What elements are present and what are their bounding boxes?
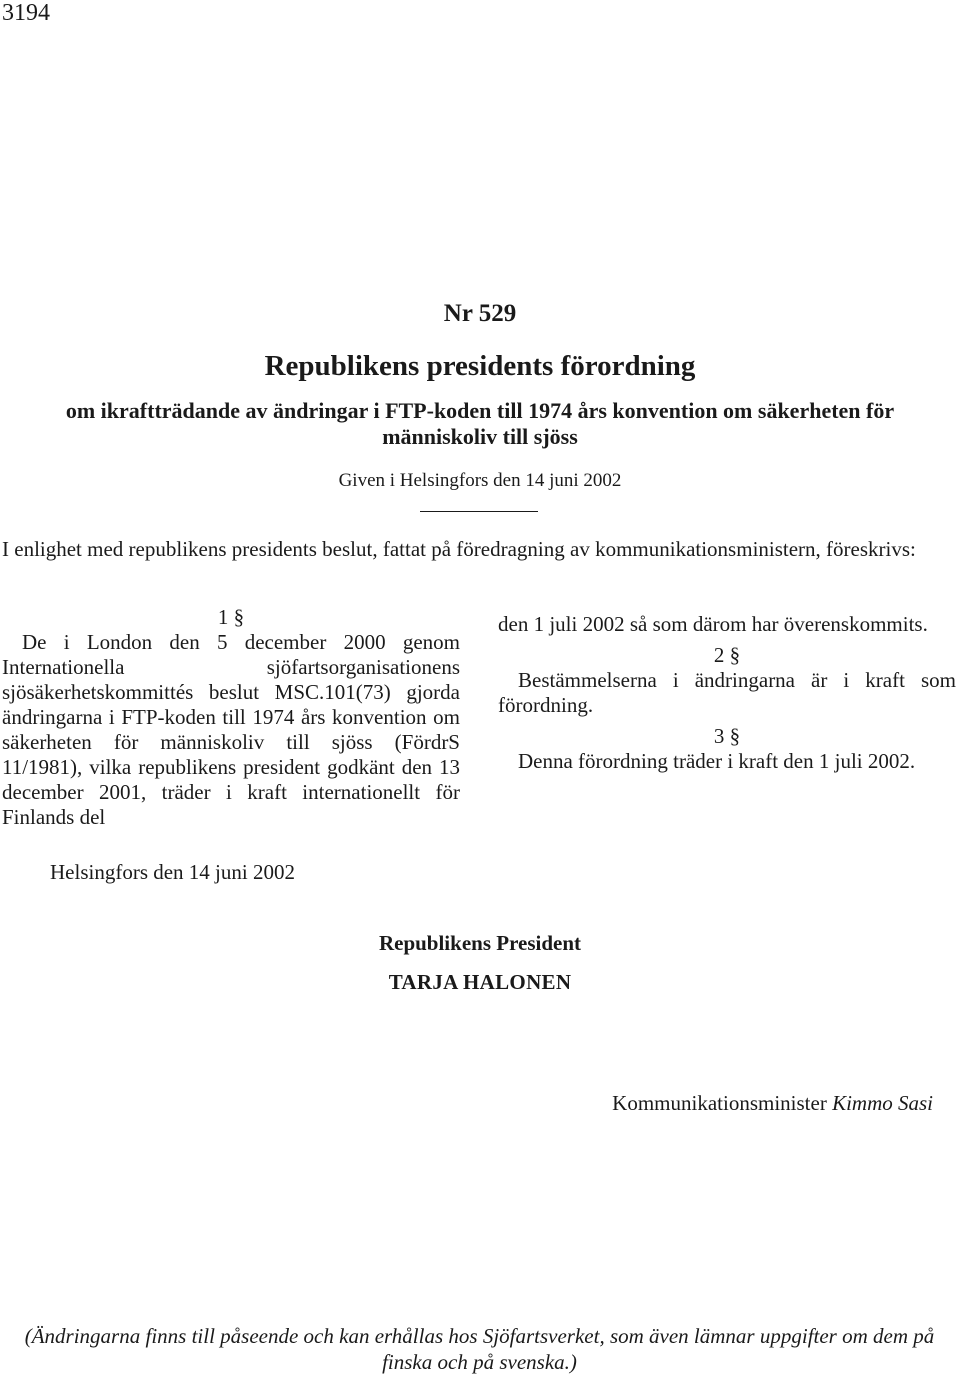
paragraph-3-text: Denna förordning träder i kraft den 1 juli 2002. xyxy=(518,749,916,773)
footnote: (Ändringarna finns till påseende och kan erhållas hos Sjöfartsverket, som även lämnar uppgifter om dem på finska och på svenska.) xyxy=(24,1324,935,1374)
page-number: 3194 xyxy=(2,0,50,26)
minister-signature xyxy=(540,1091,933,1116)
signature-title: Republikens President xyxy=(378,931,582,955)
paragraph-2-text: Bestämmelserna i ändringarna är i kraft som förordning. xyxy=(498,668,956,717)
intro-paragraph: I enlighet med republikens presidents beslut, fattat på föredragning av kommunikationsministern, föreskrivs: xyxy=(2,537,916,561)
minister-title: Kommunikationsminister xyxy=(612,1091,827,1115)
divider-rule xyxy=(420,511,538,512)
statute-number: Nr 529 xyxy=(443,300,517,327)
subtitle-line-2: människoliv till sjöss xyxy=(382,424,578,449)
paragraph-1-text: De i London den 5 december 2000 genom Internationella sjöfartsorganisationens sjösäkerhetskommittés beslut MSC.101(73) gjorda ändringarna i FTP-koden till 1974 års konvention om säkerheten för människoliv till sjöss (FördrS 11/1981), vilka republikens president godkänt den 13 december 2001, träder i kraft internationellt för Finlands del xyxy=(2,630,460,829)
subtitle-line-1: om ikraftträdande av ändringar i FTP-koden till 1974 års konvention om säkerheten för xyxy=(65,398,895,423)
right-column xyxy=(498,612,956,774)
document-title: Republikens presidents förordning xyxy=(264,350,696,382)
paragraph-1-number: 1 § xyxy=(217,605,245,629)
place-and-date: Helsingfors den 14 juni 2002 xyxy=(50,860,295,884)
minister-name: Kimmo Sasi xyxy=(832,1091,933,1115)
left-column xyxy=(2,605,460,830)
document-subtitle xyxy=(0,398,960,450)
paragraph-1-continuation: den 1 juli 2002 så som därom har överenskommits. xyxy=(498,612,928,636)
paragraph-3-number: 3 § xyxy=(713,724,741,748)
given-date: Given i Helsingfors den 14 juni 2002 xyxy=(338,470,622,491)
signature-name: TARJA HALONEN xyxy=(388,970,572,994)
paragraph-2-number: 2 § xyxy=(713,643,741,667)
